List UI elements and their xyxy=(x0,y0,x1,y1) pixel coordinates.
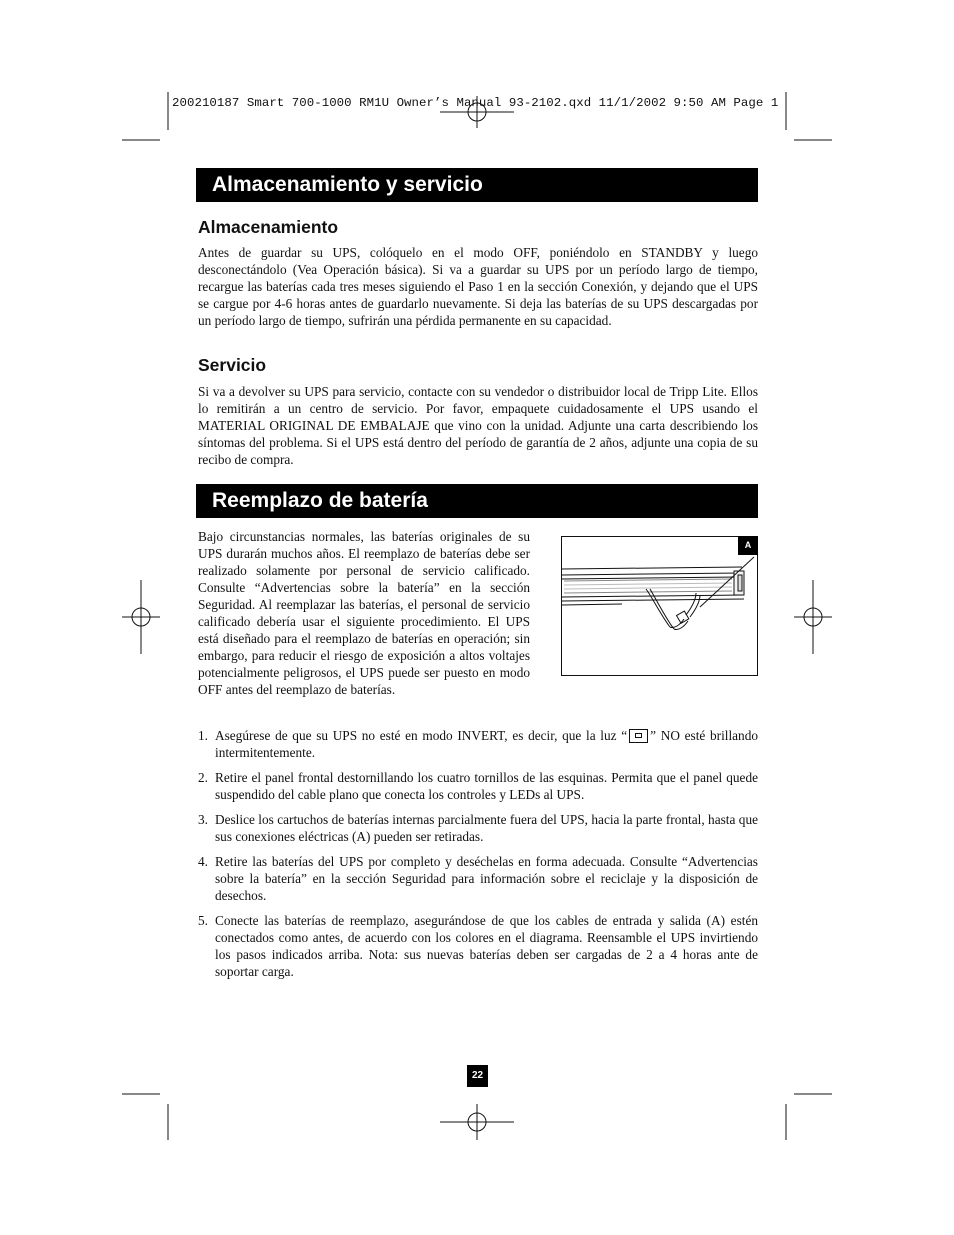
battery-intro-paragraph: Bajo circunstancias normales, las baterías originales de su UPS durarán muchos años. El reemplazo de baterías debe ser realizado solamente por personal de servicio calificado. Consulte “Advertencias sobre la batería” en la sección Seguridad. Al reemplazar las baterías, el personal de servicio calificado debería usar el siguiente procedimiento. El UPS está diseñado para el reemplazo de baterías en operación; sin embargo, para reducir el riesgo de exposición a altos voltajes potencialmente peligrosos, el UPS puede ser puesto en modo OFF antes del reemplazo de baterías. xyxy=(198,529,530,697)
list-item: 5. Conecte las baterías de reemplazo, asegurándose de que los cables de entrada y salida (A) estén conectados como antes, de acuerdo con los colores en el diagrama. Reensamble el UPS invirtiendo los pasos indicados arriba. Nota: sus nuevas baterías deben ser cargadas de 2 a 4 horas ante de soportar carga. xyxy=(198,913,758,979)
service-paragraph: Si va a devolver su UPS para servicio, contacte con su vendedor o distribuidor local de Tripp Lite. Ellos lo remitirán a un centro de servicio. Por favor, empaquete cuidadosamente el UPS usando el MATERIAL ORIGINAL DE EMBALAJE que vino con la unidad. Adjunte una carta describiendo los síntomas del problema. Si el UPS está dentro del período de garantía de 2 años, adjunte una copia de su recibo de compra. xyxy=(198,384,758,467)
storage-paragraph: Antes de guardar su UPS, colóquelo en el modo OFF, poniéndolo en STANDBY y luego desconectándolo (Vea Operación básica). Si va a guardar su UPS por un período largo de tiempo, recargue las baterías cada tres meses siguiendo el Paso 1 en la sección Conexión, y dejando que el UPS se cargue por 4-6 horas antes de guardarlo nuevamente. Si deja las baterías de su UPS descargadas por un período largo de tiempo, sufrirán una pérdida permanente en su capacidad. xyxy=(198,245,758,328)
list-item: 3. Deslice los cartuchos de baterías internas parcialmente fuera del UPS, hacia la parte frontal, hasta que sus conexiones eléctricas (A) pueden ser retiradas. xyxy=(198,812,758,844)
page-number: 22 xyxy=(467,1065,488,1087)
list-item: 2. Retire el panel frontal destornillando los cuatro tornillos de las esquinas. Permita que el panel quede suspendido del cable plano que conecta los controles y LEDs al UPS. xyxy=(198,770,758,802)
figure-callout-label: A xyxy=(738,536,758,555)
service-heading: Servicio xyxy=(198,355,267,375)
list-item: 4. Retire las baterías del UPS por completo y deséchelas en forma adecuada. Consulte “Advertencias sobre la batería” en la sección Seguridad para información sobre el reciclaje y la disposición de desechos. xyxy=(198,854,758,903)
section-banner-storage-service: Almacenamiento y servicio xyxy=(196,168,758,202)
list-item: 1. Asegúrese de que su UPS no esté en modo INVERT, es decir, que la luz “ ” NO esté brillando intermitentemente. xyxy=(198,728,759,760)
section-banner-battery-replacement: Reemplazo de batería xyxy=(196,484,758,518)
print-slug-line: 200210187 Smart 700-1000 RM1U Owner’s Manual 93-2102.qxd 11/1/2002 9:50 AM Page 1 xyxy=(172,96,779,110)
storage-heading: Almacenamiento xyxy=(198,217,339,237)
invert-led-icon xyxy=(629,729,648,743)
ups-battery-illustration xyxy=(562,537,757,675)
battery-connection-figure xyxy=(561,536,758,676)
battery-replacement-steps xyxy=(198,727,758,988)
